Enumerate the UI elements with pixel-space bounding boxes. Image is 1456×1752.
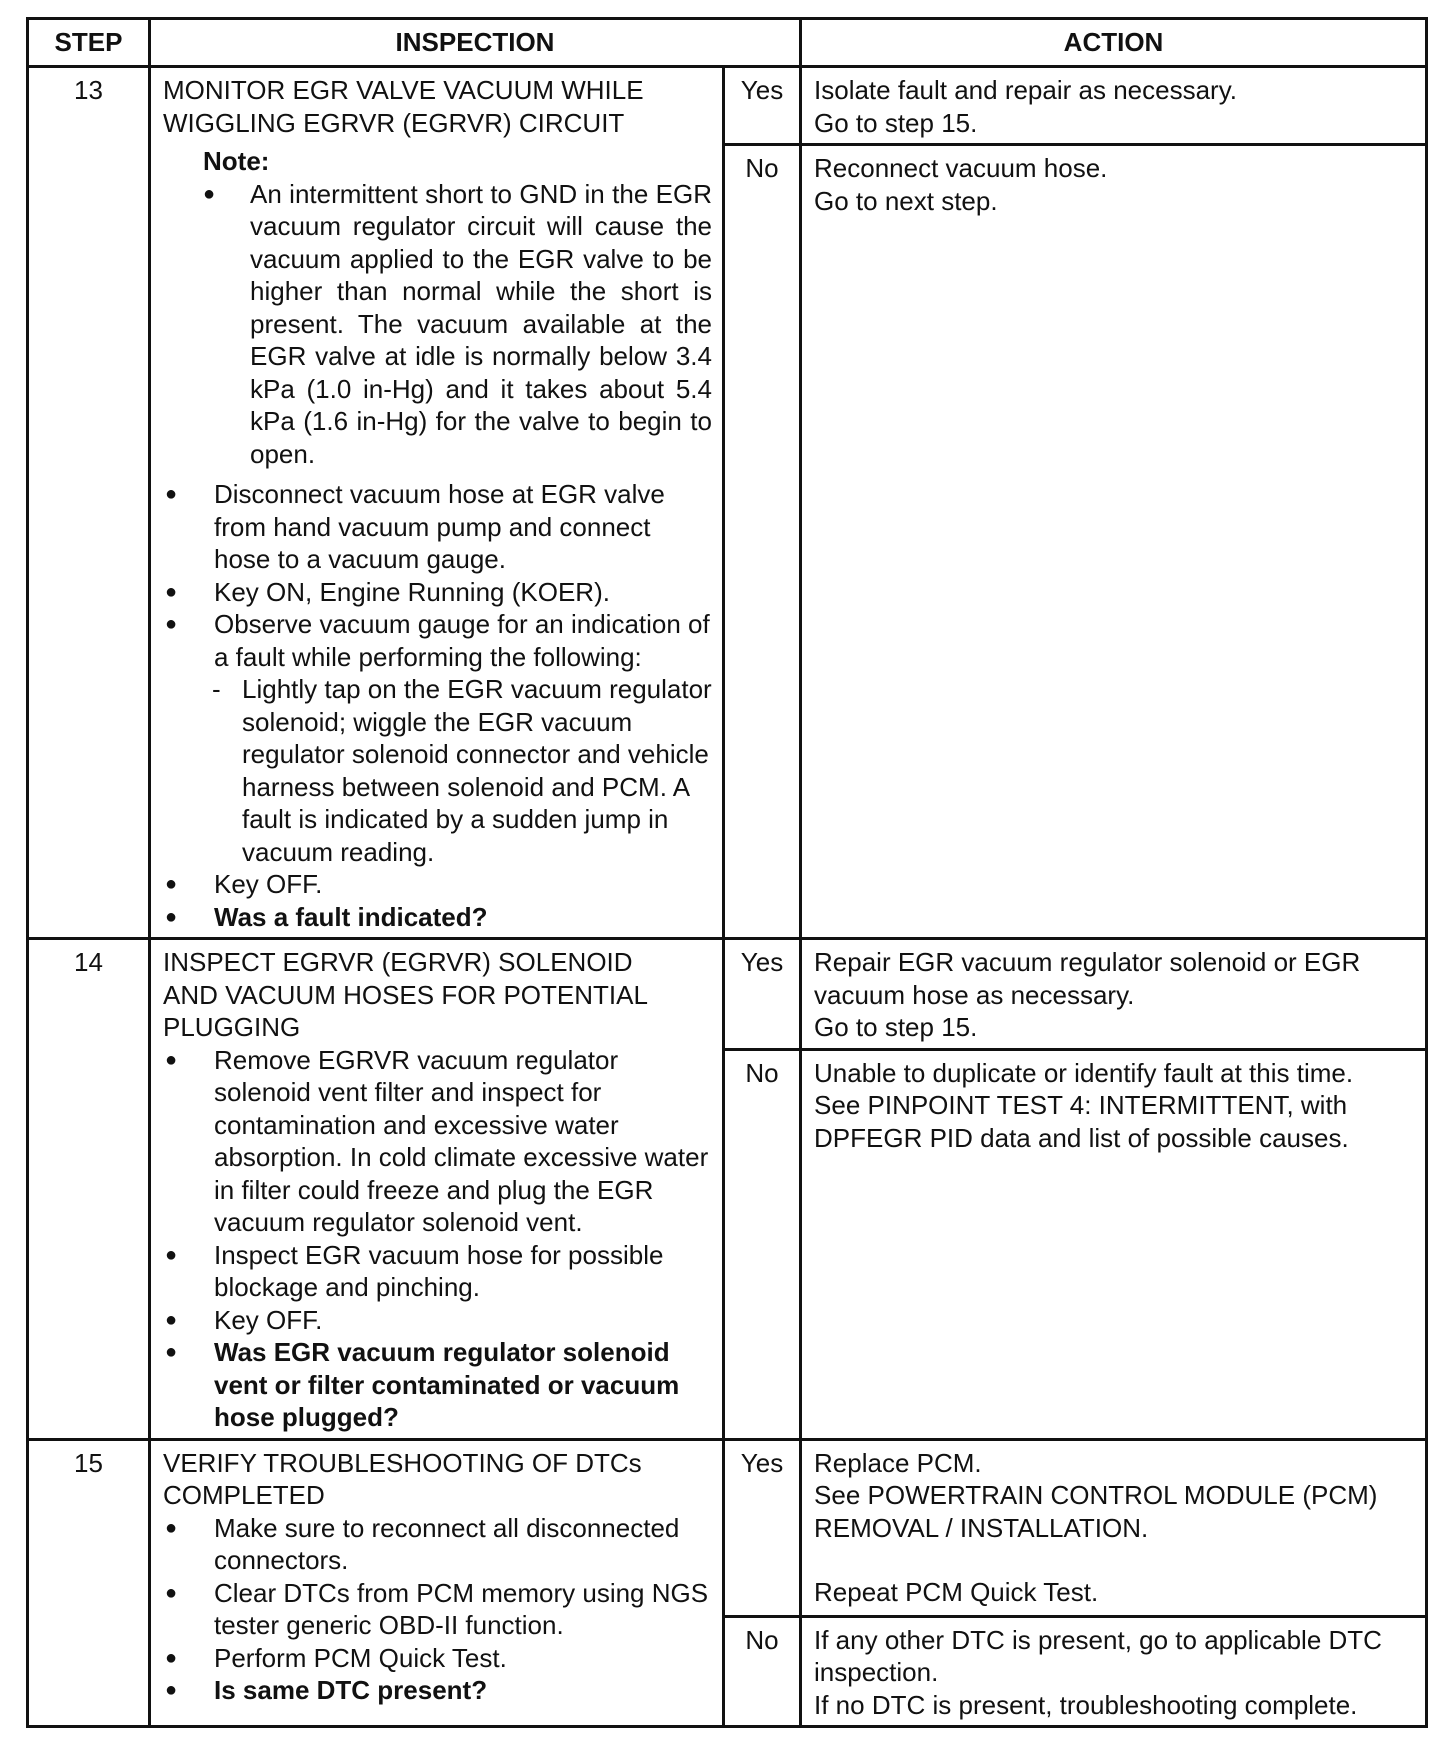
list-item: ● Perform PCM Quick Test.: [165, 1642, 507, 1673]
bullet-icon: ●: [165, 1341, 178, 1363]
list-item: ● Key OFF.: [165, 1304, 323, 1335]
bullet-icon: ●: [165, 1243, 178, 1266]
yes-label: Yes: [724, 1439, 801, 1616]
bullet-icon: ●: [165, 580, 178, 603]
no-label: No: [724, 1049, 801, 1439]
note-block: [203, 145, 712, 470]
inspection-cell: [150, 67, 724, 939]
list-item: ● Key ON, Engine Running (KOER).: [165, 576, 610, 607]
header-inspection: INSPECTION: [150, 19, 801, 67]
yes-label: Yes: [724, 939, 801, 1050]
bullet-icon: ●: [165, 873, 178, 895]
note-item: ● An intermittent short to GND in the EGR vacuum regulator circuit will cause the vacuum applied to the EGR valve to be higher than normal while the short is present. The vacuum available at the EGR valve at idle is normally below 3.4 kPa (1.0 in-Hg) and it takes about 5.4 kPa (1.6 in-Hg) for the valve to begin to open.: [203, 178, 712, 469]
step-13-yes-row: [28, 67, 1427, 145]
list-item: ● Make sure to reconnect all disconnected connectors.: [165, 1512, 680, 1575]
procedure-list: [163, 1512, 712, 1707]
bullet-icon: ●: [165, 1516, 178, 1539]
no-action: Reconnect vacuum hose. Go to next step.: [801, 145, 1427, 939]
step-question: Was a fault indicated?: [214, 901, 488, 932]
procedure-table: [26, 17, 1428, 1728]
step-number: 15: [28, 1439, 150, 1727]
list-item: ● Key OFF.: [165, 869, 323, 899]
bullet-icon: ●: [165, 905, 178, 928]
no-label: No: [724, 145, 801, 939]
list-item: ● Clear DTCs from PCM memory using NGS tester generic OBD-II function.: [165, 1577, 709, 1640]
procedure-list: [163, 478, 712, 673]
inspection-cell: [150, 939, 724, 1440]
bullet-icon: ●: [165, 613, 178, 635]
step-heading: INSPECT EGRVR (EGRVR) SOLENOID AND VACUUM HOSES FOR POTENTIAL PLUGGING: [163, 947, 648, 1042]
note-title: Note:: [203, 146, 270, 176]
bullet-icon: ●: [165, 1048, 178, 1071]
yes-action: Repair EGR vacuum regulator solenoid or EGR vacuum hose as necessary. Go to step 15.: [801, 939, 1427, 1050]
yes-label: Yes: [724, 67, 801, 145]
header-step: STEP: [28, 19, 150, 67]
no-action: Unable to duplicate or identify fault at this time. See PINPOINT TEST 4: INTERMITTENT, with DPFEGR PID data and list of possible causes.: [801, 1049, 1427, 1439]
procedure-list: [163, 1044, 712, 1434]
no-action: If any other DTC is present, go to applicable DTC inspection. If no DTC is present, troubleshooting complete.: [801, 1616, 1427, 1727]
list-item: [163, 1336, 712, 1434]
yes-action: Isolate fault and repair as necessary. Go to step 15.: [801, 67, 1427, 145]
procedure-list: [163, 868, 712, 933]
sub-list-item: - Lightly tap on the EGR vacuum regulator solenoid; wiggle the EGR vacuum regulator solenoid connector and vehicle harness between solenoid and PCM. A fault is indicated by a sudden jump in vacuum reading.: [212, 674, 712, 867]
bullet-icon: ●: [165, 1308, 178, 1331]
bullet-icon: ●: [165, 483, 178, 505]
step-number: 14: [28, 939, 150, 1440]
inspection-cell: [150, 1439, 724, 1727]
list-item: [163, 901, 712, 934]
bullet-icon: ●: [203, 182, 216, 205]
dash-icon: -: [212, 674, 221, 704]
list-item: ● Inspect EGR vacuum hose for possible blockage and pinching.: [165, 1239, 664, 1302]
step-14-yes-row: [28, 939, 1427, 1050]
no-label: No: [724, 1616, 801, 1727]
header-row: [28, 19, 1427, 67]
list-item: ● Remove EGRVR vacuum regulator solenoid vent filter and inspect for contamination and excessive water absorption. In cold climate excessive water in filter could freeze and plug the EGR vacuum regulator solenoid vent.: [165, 1044, 709, 1237]
step-heading: MONITOR EGR VALVE VACUUM WHILE WIGGLING EGRVR (EGRVR) CIRCUIT: [163, 75, 644, 138]
step-heading: VERIFY TROUBLESHOOTING OF DTCs COMPLETED: [163, 1447, 642, 1510]
step-number: 13: [28, 67, 150, 939]
bullet-icon: ●: [165, 1646, 178, 1669]
list-item: [163, 1674, 712, 1707]
yes-action: Replace PCM. See POWERTRAIN CONTROL MODULE (PCM) REMOVAL / INSTALLATION. Repeat PCM Quick Test.: [801, 1439, 1427, 1616]
header-action: ACTION: [801, 19, 1427, 67]
list-item: ● Observe vacuum gauge for an indication of a fault while performing the following:: [165, 609, 710, 672]
bullet-icon: ●: [165, 1679, 178, 1701]
step-question: Is same DTC present?: [214, 1675, 488, 1705]
step-question: Was EGR vacuum regulator solenoid vent or filter contaminated or vacuum hose plugged?: [214, 1337, 680, 1432]
step-15-yes-row: [28, 1439, 1427, 1616]
list-item: ● Disconnect vacuum hose at EGR valve from hand vacuum pump and connect hose to a vacuum gauge.: [165, 479, 665, 574]
bullet-icon: ●: [165, 1581, 178, 1604]
